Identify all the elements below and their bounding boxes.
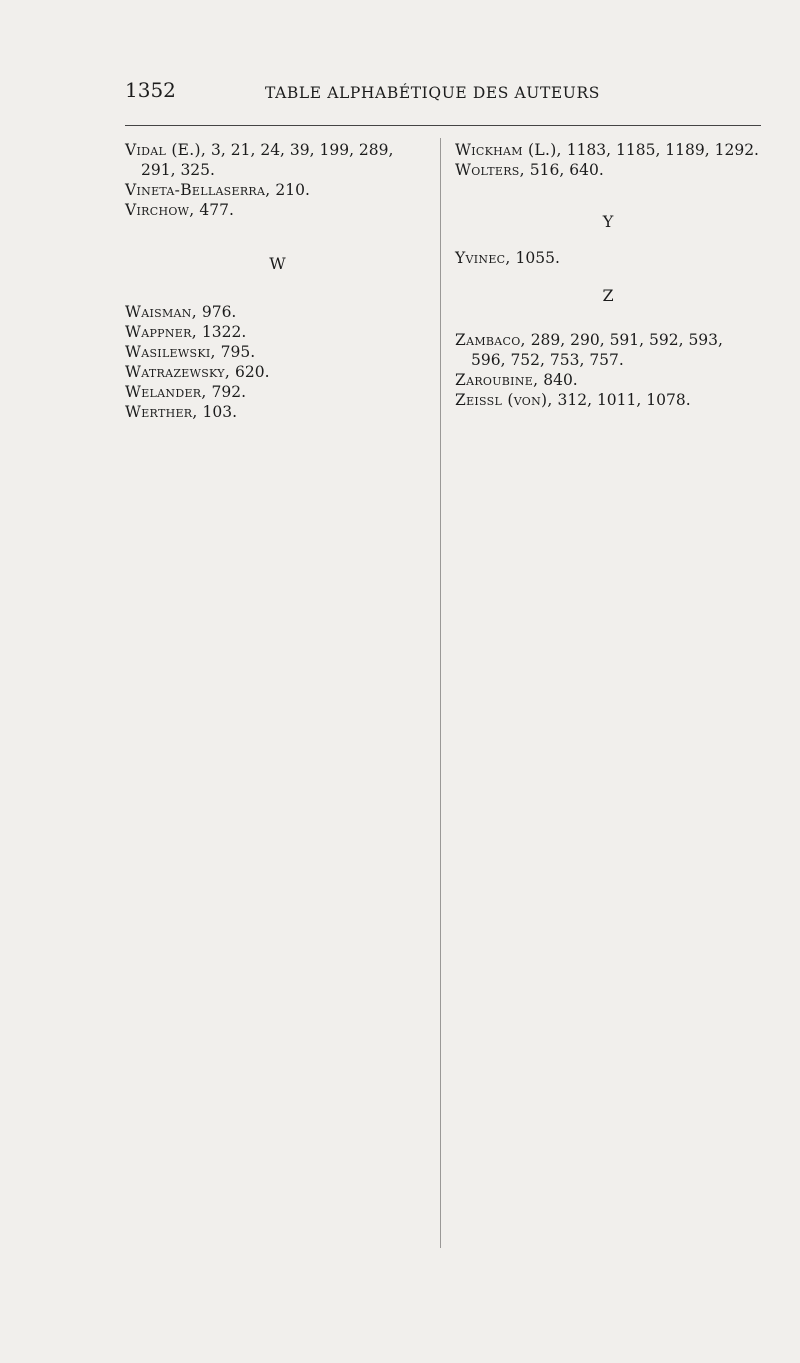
index-entry: [455, 160, 761, 180]
author-name: Virchow,: [125, 201, 195, 219]
column-divider: [440, 138, 441, 1248]
index-entry: [455, 140, 761, 160]
page-refs: 840.: [538, 371, 578, 389]
page-number: 1352: [125, 78, 176, 102]
section-letter-w: W: [269, 254, 286, 273]
page-refs: 1322.: [196, 323, 247, 341]
page-refs: 312, 1011, 1078.: [552, 391, 691, 409]
author-name: Zaroubine,: [455, 371, 539, 389]
author-name: Yvinec,: [455, 249, 511, 267]
page-refs: 289, 290, 591, 592, 593, 596, 752, 753, 757.: [471, 331, 723, 369]
page-refs: 3, 21, 24, 39, 199, 289, 291, 325.: [141, 141, 394, 179]
index-entry: [125, 322, 430, 342]
author-name: Werther,: [125, 403, 198, 421]
author-name: Welander,: [125, 383, 207, 401]
author-name: Vidal (E.),: [125, 141, 207, 159]
author-name: Wasilewski,: [125, 343, 216, 361]
author-name: Wappner,: [125, 323, 197, 341]
author-name: Zeissl (von),: [455, 391, 553, 409]
index-entry: [455, 370, 761, 390]
index-entry: [125, 200, 430, 220]
page-refs: 210.: [270, 181, 310, 199]
author-name: Wolters,: [455, 161, 525, 179]
index-entry: [125, 382, 430, 402]
page-refs: 1183, 1185, 1189, 1292.: [561, 141, 759, 159]
author-name: Vineta-Bellaserra,: [125, 181, 271, 199]
index-entry: [455, 330, 761, 370]
page-refs: 103.: [197, 403, 238, 421]
index-entry: [125, 402, 430, 422]
left-column: [125, 140, 430, 422]
author-name: Watrazewsky,: [125, 363, 231, 381]
author-name: Waisman,: [125, 303, 197, 321]
page-header: [125, 78, 761, 110]
page-refs: 792.: [206, 383, 247, 401]
page-refs: 976.: [196, 303, 237, 321]
section-letter-z: Z: [602, 286, 614, 305]
running-title: TABLE ALPHABÉTIQUE DES AUTEURS: [265, 84, 600, 102]
index-entry: [125, 342, 430, 362]
index-entry: [125, 302, 430, 322]
header-rule: [125, 125, 761, 126]
author-name: Wickham (L.),: [455, 141, 562, 159]
right-column: [455, 140, 761, 410]
author-name: Zambaco,: [455, 331, 526, 349]
section-letter-y: Y: [602, 212, 614, 231]
page-refs: 516, 640.: [524, 161, 604, 179]
index-entry: [125, 362, 430, 382]
index-entry: [455, 248, 761, 268]
page-refs: 1055.: [510, 249, 560, 267]
index-entry: [455, 390, 761, 410]
index-entry: [125, 140, 430, 180]
page-refs: 477.: [194, 201, 234, 219]
page-refs: 795.: [215, 343, 256, 361]
page-refs: 620.: [230, 363, 270, 381]
index-entry: [125, 180, 430, 200]
